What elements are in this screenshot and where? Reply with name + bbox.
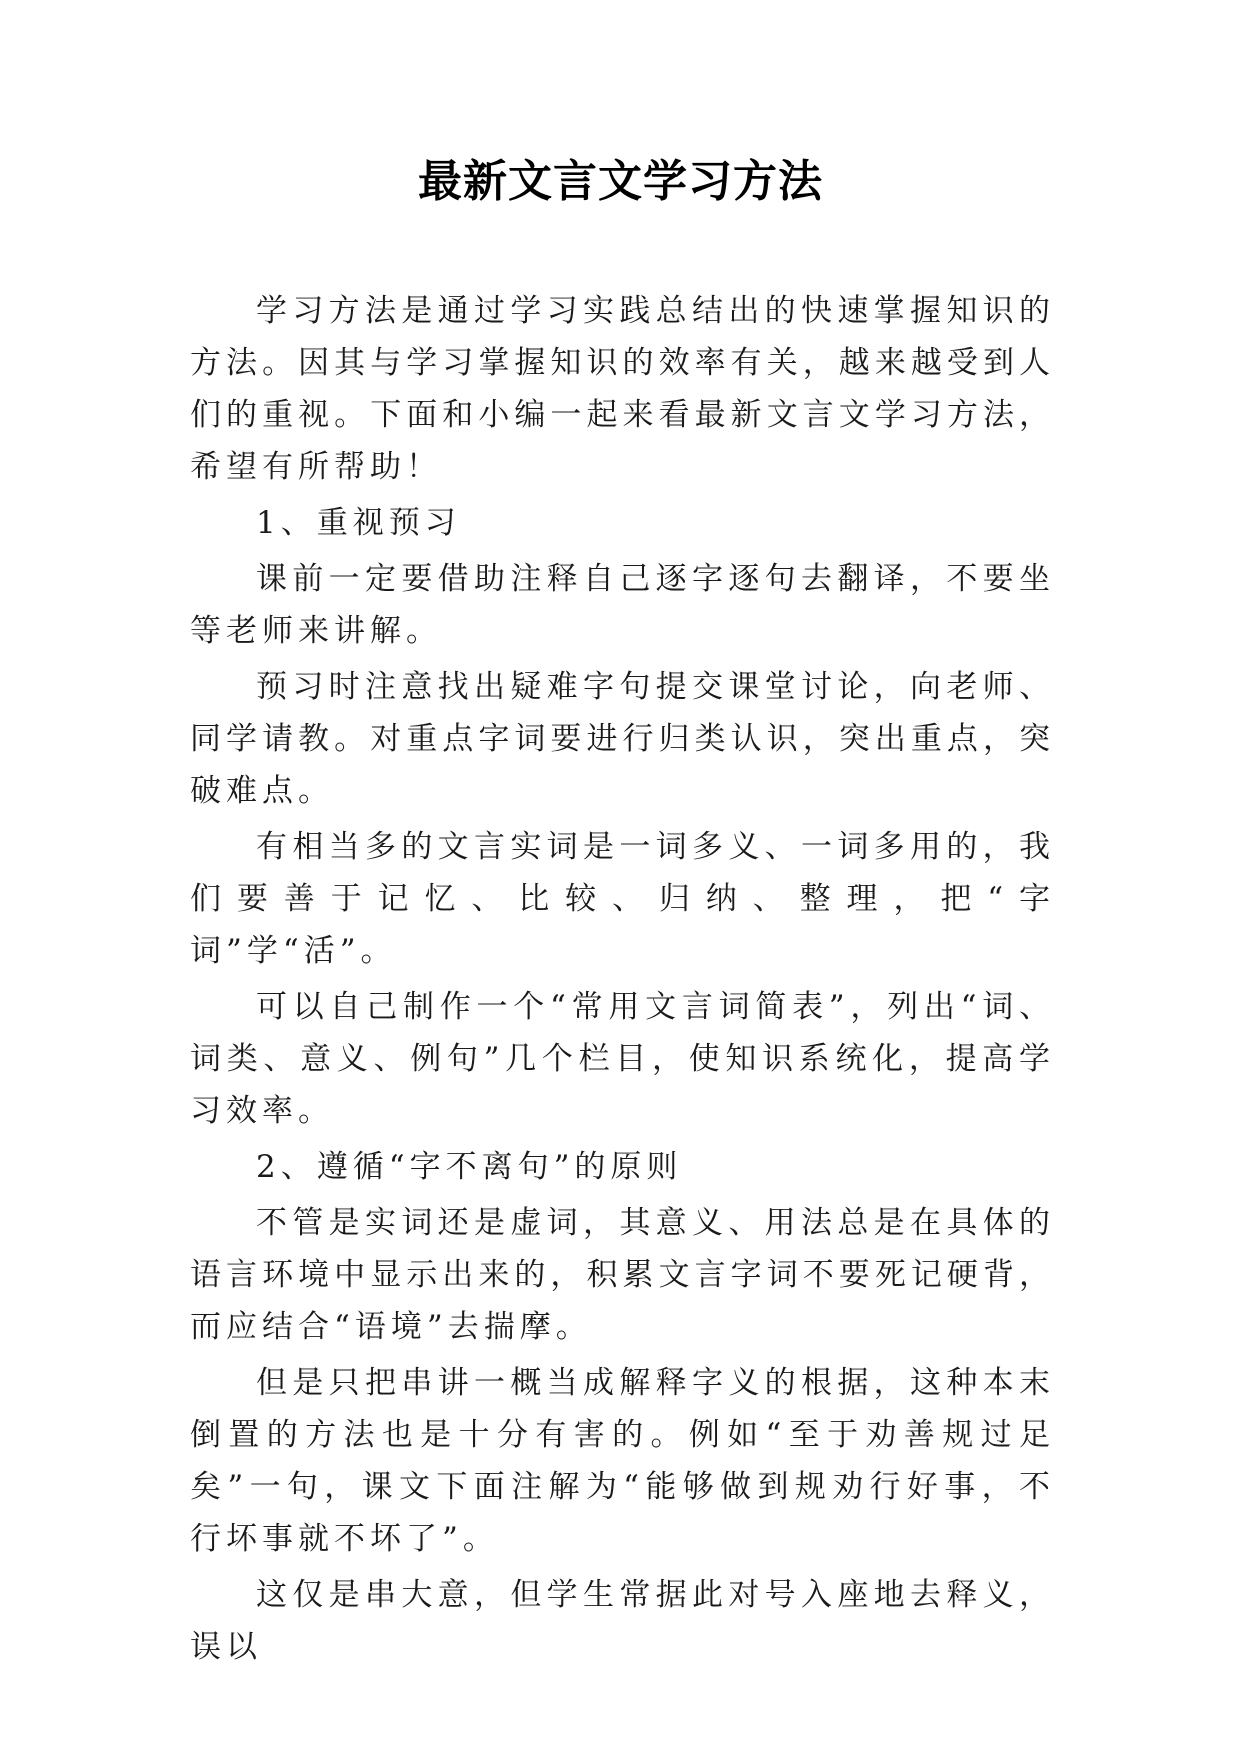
paragraph: 有相当多的文言实词是一词多义、一词多用的，我们要善于记忆、比较、归纳、整理，把“字词”学“活”。: [190, 829, 1055, 969]
paragraph: 课前一定要借助注释自己逐字逐句去翻译，不要坐等老师来讲解。: [190, 561, 1055, 649]
paragraph: 但是只把串讲一概当成解释字义的根据，这种本末倒置的方法也是十分有害的。例如“至于劝善规过足矣”一句，课文下面注解为“能够做到规劝行好事，不行坏事就不坏了”。: [190, 1365, 1055, 1557]
paragraph: 可以自己制作一个“常用文言词简表”，列出“词、词类、意义、例句”几个栏目，使知识系统化，提高学习效率。: [190, 989, 1055, 1129]
paragraph: 不管是实词还是虚词，其意义、用法总是在具体的语言环境中显示出来的，积累文言字词不要死记硬背，而应结合“语境”去揣摩。: [190, 1205, 1055, 1345]
section-heading-context: 2、遵循“字不离句”的原则: [256, 1149, 683, 1185]
document-title: 最新文言文学习方法: [418, 156, 823, 207]
section-heading-preview: 1、重视预习: [256, 505, 461, 541]
paragraph: 这仅是串大意，但学生常据此对号入座地去释义，误以: [190, 1577, 1055, 1665]
document-body: [190, 285, 1055, 1677]
paragraph: 预习时注意找出疑难字句提交课堂讨论，向老师、同学请教。对重点字词要进行归类认识，突出重点，突破难点。: [190, 669, 1055, 809]
paragraph-intro: 学习方法是通过学习实践总结出的快速掌握知识的方法。因其与学习掌握知识的效率有关，越来越受到人们的重视。下面和小编一起来看最新文言文学习方法，希望有所帮助！: [190, 293, 1055, 485]
